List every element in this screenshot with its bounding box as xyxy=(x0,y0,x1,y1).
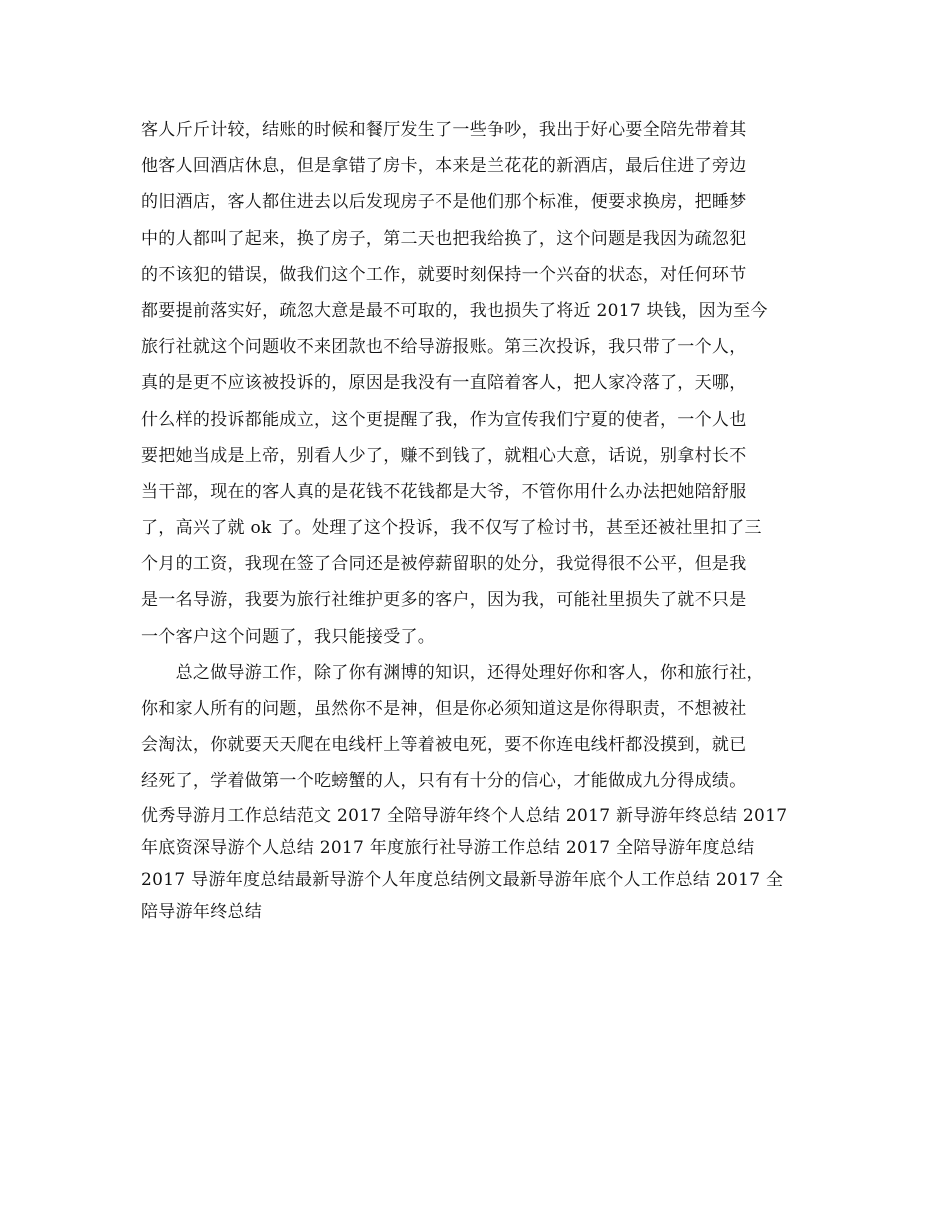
paragraph-line: 会淘汰，你就要天天爬在电线杆上等着被电死，要不你连电线杆都没摸到，就已 xyxy=(141,735,747,756)
paragraph-line: 了，高兴了就 ok 了。处理了这个投诉，我不仅写了检讨书，甚至还被社里扣了三 xyxy=(141,518,762,539)
paragraph-line: 他客人回酒店休息，但是拿错了房卡，本来是兰花花的新酒店，最后住进了旁边 xyxy=(141,156,747,177)
paragraph-line: 你和家人所有的问题，虽然你不是神，但是你必须知道这是你得职责，不想被社 xyxy=(141,699,747,719)
paragraph-line: 中的人都叫了起来，换了房子，第二天也把我给换了，这个问题是我因为疏忽犯 xyxy=(141,228,747,249)
paragraph-line: 客人斤斤计较，结账的时候和餐厅发生了一些争吵，我出于好心要全陪先带着其 xyxy=(141,120,747,140)
document-body xyxy=(141,112,811,928)
related-articles-line: 陪导游年终总结 xyxy=(141,901,263,922)
paragraph-line: 真的是更不应该被投诉的，原因是我没有一直陪着客人，把人家冷落了，天哪， xyxy=(141,373,747,394)
paragraph-line: 的旧酒店，客人都住进去以后发现房子不是他们那个标准，便要求换房，把睡梦 xyxy=(141,192,747,213)
paragraph-line: 要把她当成是上帝，别看人少了，赚不到钱了，就粗心大意，话说，别拿村长不 xyxy=(141,445,747,466)
paragraph-line: 一个客户这个问题了，我只能接受了。 xyxy=(141,626,436,647)
body-paragraph-1 xyxy=(141,112,811,655)
related-articles-line: 优秀导游月工作总结范文 2017 全陪导游年终个人总结 2017 新导游年终总结 2017 xyxy=(141,805,788,826)
related-articles-line: 2017 导游年度总结最新导游个人年度总结例文最新导游年底个人工作总结 2017 全 xyxy=(141,869,784,890)
related-articles-line: 年底资深导游个人总结 2017 年度旅行社导游工作总结 2017 全陪导游年度总结 xyxy=(141,837,755,858)
paragraph-line: 旅行社就这个问题收不来团款也不给导游报账。第三次投诉，我只带了一个人， xyxy=(141,337,747,358)
paragraph-line: 是一名导游，我要为旅行社维护更多的客户，因为我，可能社里损失了就不只是 xyxy=(141,590,747,611)
related-articles xyxy=(141,800,811,928)
paragraph-line: 什么样的投诉都能成立，这个更提醒了我，作为宣传我们宁夏的使者，一个人也 xyxy=(141,409,747,430)
body-paragraph-2 xyxy=(141,655,811,800)
paragraph-line: 总之做导游工作，除了你有渊博的知识，还得处理好你和客人，你和旅行社， xyxy=(141,662,764,683)
paragraph-line: 个月的工资，我现在签了合同还是被停薪留职的处分，我觉得很不公平，但是我 xyxy=(141,554,747,575)
paragraph-line: 的不该犯的错误，做我们这个工作，就要时刻保持一个兴奋的状态，对任何环节 xyxy=(141,264,747,285)
paragraph-line: 当干部，现在的客人真的是花钱不花钱都是大爷，不管你用什么办法把她陪舒服 xyxy=(141,481,747,502)
paragraph-line: 都要提前落实好，疏忽大意是最不可取的，我也损失了将近 2017 块钱，因为至今 xyxy=(141,300,768,321)
paragraph-line: 经死了，学着做第一个吃螃蟹的人，只有有十分的信心，才能做成九分得成绩。 xyxy=(141,771,747,792)
